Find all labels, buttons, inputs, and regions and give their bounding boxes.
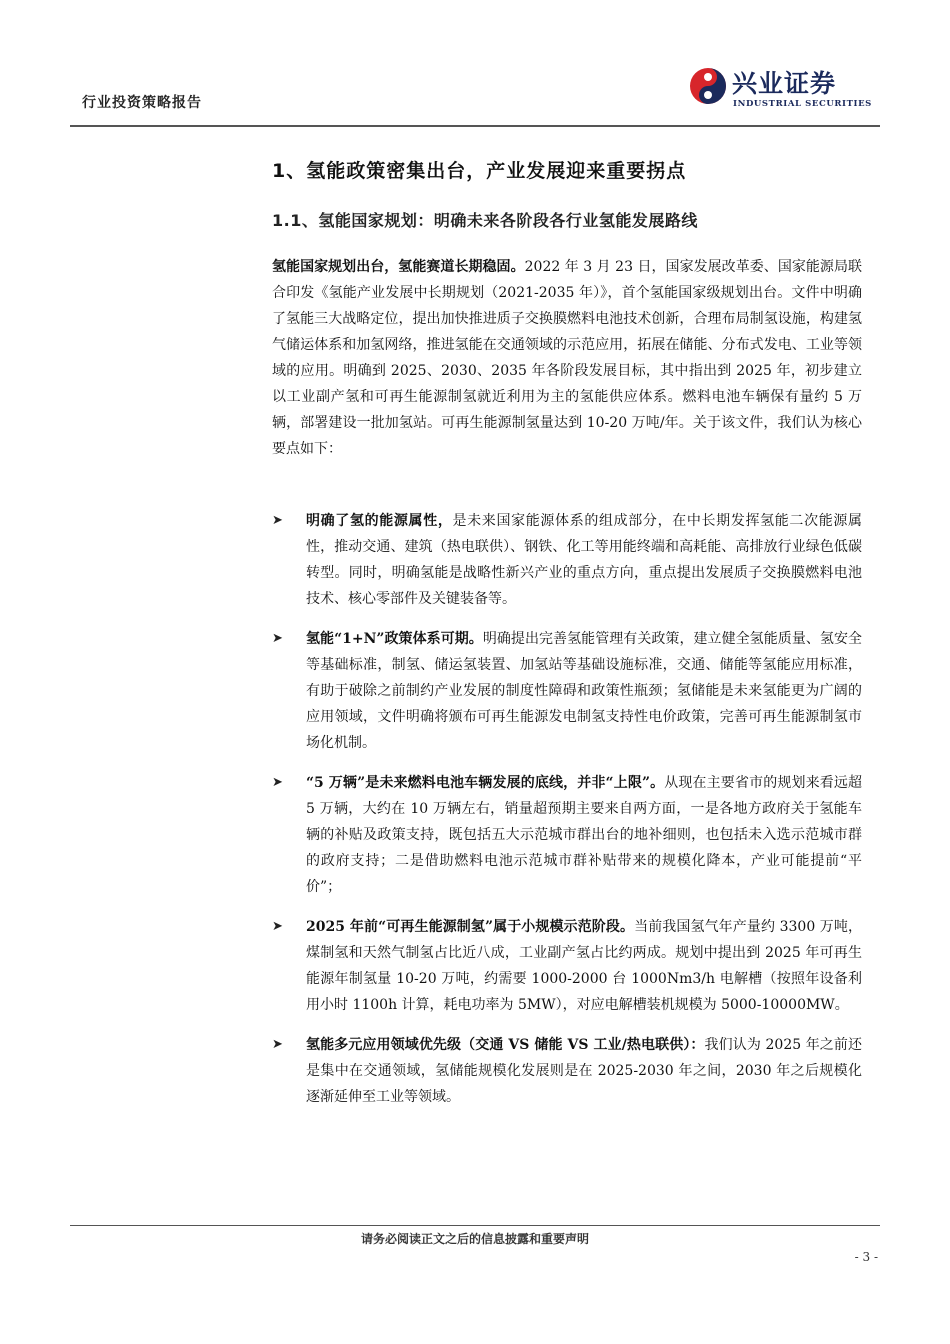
intro-paragraph	[272, 254, 862, 462]
bullet-lead: 2025 年前“可再生能源制氢”属于小规模示范阶段。	[306, 919, 635, 935]
bullet-lead: 氢能多元应用领域优先级（交通 VS 储能 VS 工业/热电联供）：	[306, 1037, 705, 1053]
arrowhead-bullet-icon: ➤	[272, 775, 283, 790]
list-item	[272, 626, 862, 756]
arrowhead-bullet-icon: ➤	[272, 513, 283, 528]
page-number: - 3 -	[854, 1250, 878, 1264]
footer-divider	[70, 1225, 880, 1226]
list-item	[272, 914, 862, 1018]
bullet-text: 是未来国家能源体系的组成部分，在中长期发挥氢能二次能源属性，推动交通、建筑（热电联供）、钢铁、化工等用能终端和高耗能、高排放行业绿色低碳转型。同时，明确氢能是战略性新兴产业的重点方向，重点提出发展质子交换膜燃料电池技术、核心零部件及关键装备等。	[306, 513, 863, 607]
intro-lead: 氢能国家规划出台，氢能赛道长期稳固。	[272, 259, 525, 275]
bullet-lead: 氢能“1+N”政策体系可期。	[306, 631, 483, 647]
subsection-heading: 1.1、氢能国家规划：明确未来各阶段各行业氢能发展路线	[272, 211, 698, 230]
list-item	[272, 770, 862, 900]
bullet-text: 从现在主要省市的规划来看远超 5 万辆，大约在 10 万辆左右，销量超预期主要来自两方面，一是各地方政府关于氢能车辆的补贴及政策支持，既包括五大示范城市群出台的地补细则，也包括未入选示范城市群的政府支持；二是借助燃料电池示范城市群补贴带来的规模化降本，产业可能提前“平价”；	[306, 775, 863, 895]
arrowhead-bullet-icon: ➤	[272, 1037, 283, 1052]
intro-body: 2022 年 3 月 23 日，国家发展改革委、国家能源局联合印发《氢能产业发展中长期规划（2021-2035 年）》，首个氢能国家级规划出台。文件中明确了氢能三大战略定位，提出加快推进质子交换膜燃料电池技术创新，合理布局制氢设施，构建氢气储运体系和加氢网络，推进氢能在交通领域的示范应用，拓展在储能、分布式发电、工业等领域的应用。明确到 2025、2030、2035 年各阶段发展目标，其中指出到 2025 年，初步建立以工业副产氢和可再生能源制氢就近利用为主的氢能供应体系。燃料电池车辆保有量约 5 万辆，部署建设一批加氢站。可再生能源制氢量达到 10-20 万吨/年。关于该文件，我们认为核心要点如下：	[272, 259, 862, 457]
industrial-securities-logo-icon	[688, 66, 728, 106]
logo-chinese-name: 兴业证券	[732, 69, 837, 98]
header-divider	[70, 125, 880, 127]
report-type-label: 行业投资策略报告	[82, 95, 202, 111]
bullet-lead: “5 万辆”是未来燃料电池车辆发展的底线，并非“上限”。	[306, 775, 665, 791]
bullet-lead: 明确了氢的能源属性，	[306, 513, 453, 529]
company-logo	[688, 64, 878, 114]
list-item	[272, 1032, 862, 1110]
bullet-text: 我们认为 2025 年之前还是集中在交通领域，氢储能规模化发展则是在 2025-2030 年之间，2030 年之后规模化逐渐延伸至工业等领域。	[306, 1037, 863, 1105]
bullet-text: 明确提出完善氢能管理有关政策，建立健全氢能质量、氢安全等基础标准，制氢、储运氢装置、加氢站等基础设施标准，交通、储能等氢能应用标准，有助于破除之前制约产业发展的制度性障碍和政策性瓶颈；氢储能是未来氢能更为广阔的应用领域，文件明确将颁布可再生能源发电制氢支持性电价政策，完善可再生能源制氢市场化机制。	[306, 631, 863, 751]
bullet-text: 当前我国氢气年产量约 3300 万吨，煤制氢和天然气制氢占比近八成，工业副产氢占比约两成。规划中提出到 2025 年可再生能源年制氢量 10-20 万吨，约需要 1000-2000 台 1000Nm3/h 电解槽（按照年设备利用小时 1100h 计算，耗电功率为 5MW），对应电解槽装机规模为 5000-10000MW。	[306, 919, 862, 1013]
section-heading: 1、氢能政策密集出台，产业发展迎来重要拐点	[272, 160, 687, 182]
arrowhead-bullet-icon: ➤	[272, 919, 283, 934]
list-item	[272, 508, 862, 612]
arrowhead-bullet-icon: ➤	[272, 631, 283, 646]
key-points-list	[272, 508, 862, 1124]
disclaimer-note: 请务必阅读正文之后的信息披露和重要声明	[360, 1232, 589, 1246]
logo-english-name: INDUSTRIAL SECURITIES	[733, 99, 872, 109]
